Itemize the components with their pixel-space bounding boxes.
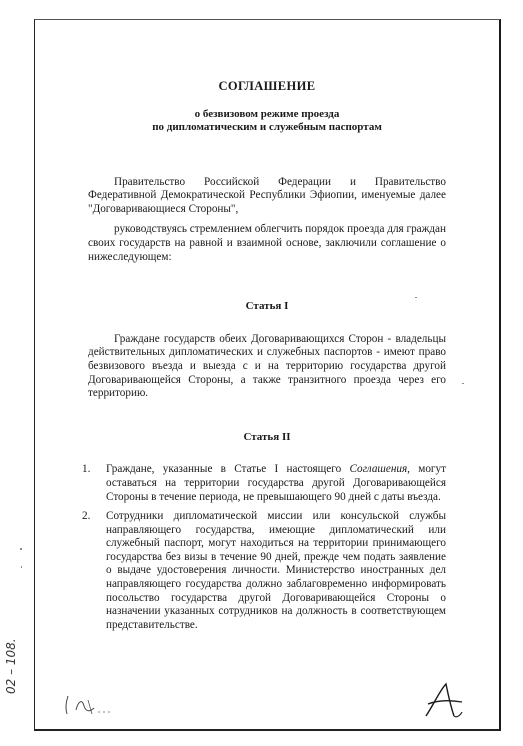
scan-speck (462, 383, 464, 384)
scan-speck (20, 548, 22, 550)
scan-speck (21, 566, 22, 568)
item-text-part: , могут оставаться на территории государства другой Договаривающейся Стороны в течение периода, не превышающего 90 дней с даты въезда. (106, 463, 446, 503)
subtitle-line: о безвизовом режиме проезда (194, 107, 340, 120)
initials-signature-right (420, 680, 468, 722)
item-text: Сотрудники дипломатической миссии или консульской службы направляющего государства, имеющие дипломатический или служебный паспорт, могут находиться на территории принимающего государства без визы в течение 90 дней, прежде чем подать заявление о выдаче удостоверения личности. Министерство иностранных дел направляющего государства должно заблаговременно информировать посольство государства другой Договаривающейся Стороны о назначении указанных сотрудников на должность в соответствующем представительстве. (106, 510, 446, 631)
article-2-items (82, 463, 446, 632)
scan-speck (415, 297, 417, 298)
item-text-part: Граждане, указанные в Статье I настоящего (106, 463, 350, 476)
document-title: СОГЛАШЕНИЕ (218, 79, 316, 93)
article-1-text: Граждане государств обеих Договаривающихся Сторон - владельцы действительных дипломатических и служебных паспортов - имеют право безвизового въезда и выезда с и на территорию государства другой Договаривающейся Стороны, а также транзитного проезда через его территорию. (88, 332, 446, 400)
article-2-title: Статья II (243, 430, 291, 443)
article-2-item-1 (82, 463, 446, 504)
subtitle-line: по дипломатическим и служебным паспортам (152, 120, 382, 133)
article-2-item-2 (82, 510, 446, 632)
article-1-title: Статья I (245, 300, 289, 313)
document-subtitle (88, 108, 446, 134)
preamble-paragraph-purpose: руководствуясь стремлением облегчить порядок проезда для граждан своих государств на равной и взаимной основе, заключили соглашение о нижеследующем: (88, 223, 446, 263)
item-text (106, 463, 446, 502)
initials-signature-left (62, 692, 122, 720)
preamble-paragraph-parties: Правительство Российской Федерации и Правительство Федеративной Демократической Республики Эфиопии, именуемые далее "Договаривающиеся Стороны", (88, 175, 446, 215)
margin-handwritten-note: 02 – 108. (4, 638, 18, 694)
item-number: 1. (82, 463, 91, 476)
item-number: 2. (82, 510, 91, 523)
item-text-emphasis: Соглашения (349, 463, 408, 476)
document-body (82, 79, 446, 638)
